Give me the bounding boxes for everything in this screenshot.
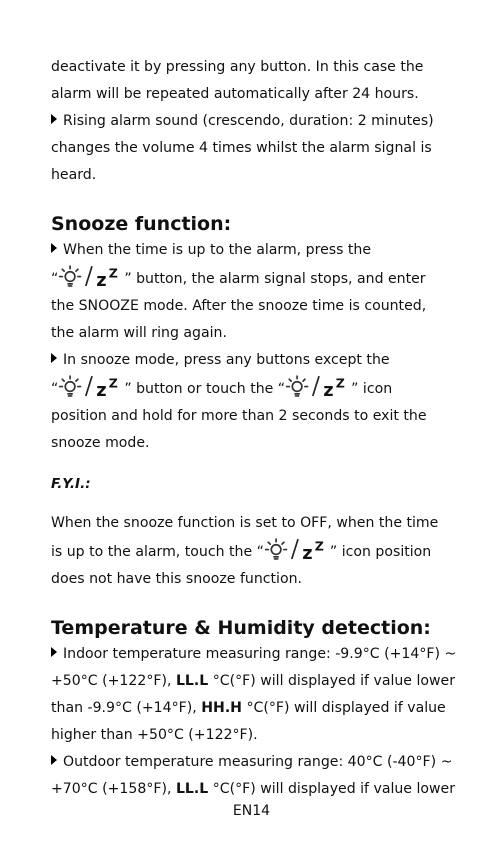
temp-bullet-2: Outdoor temperature measuring range: 40°C (-40°F) ~ — [51, 749, 451, 776]
snooze-bullet-2: In snooze mode, press any buttons except the — [51, 347, 451, 374]
light-snooze-icon — [264, 537, 330, 560]
snooze-b1-line-2: “ ” button, the alarm signal stops, and enter — [51, 264, 451, 293]
bullet-triangle-icon — [51, 647, 57, 657]
snooze-b1-line-3: the SNOOZE mode. After the snooze time is counted, — [51, 298, 427, 314]
bullet-triangle-icon — [51, 114, 57, 124]
snooze-b1-line-4: the alarm will ring again. — [51, 325, 227, 341]
light-snooze-icon — [58, 374, 124, 397]
page-content — [51, 54, 457, 803]
intro-line-5: heard. — [51, 167, 97, 183]
bullet-triangle-icon — [51, 243, 57, 253]
light-snooze-icon — [58, 264, 124, 287]
snooze-b2-line-2: “ ” button or touch the “ ” icon — [51, 374, 451, 403]
temperature-heading: Temperature & Humidity detection: — [51, 617, 431, 639]
bullet-triangle-icon — [51, 353, 57, 363]
intro-line-1: deactivate it by pressing any button. In this case the — [51, 59, 424, 75]
fyi-line-3: does not have this snooze function. — [51, 571, 303, 587]
light-snooze-icon — [285, 374, 351, 397]
temp-b1-line-4: higher than +50°C (+122°F). — [51, 727, 258, 743]
temp-b1-line-3: than -9.9°C (+14°F), HH.H °C(°F) will displayed if value — [51, 700, 446, 716]
snooze-b2-line-4: snooze mode. — [51, 435, 150, 451]
temp-bullet-1: Indoor temperature measuring range: -9.9°C (+14°F) ~ — [51, 641, 451, 668]
snooze-b2-line-3: position and hold for more than 2 seconds to exit the — [51, 408, 427, 424]
fyi-label: F.Y.I.: — [51, 475, 91, 492]
intro-line-2: alarm will be repeated automatically after 24 hours. — [51, 86, 419, 102]
intro-line-4: changes the volume 4 times whilst the alarm signal is — [51, 140, 432, 156]
page-number: EN14 — [232, 803, 271, 819]
intro-bullet: Rising alarm sound (crescendo, duration: 2 minutes) — [51, 108, 451, 135]
temp-b1-line-2: +50°C (+122°F), LL.L °C(°F) will displayed if value lower — [51, 673, 455, 689]
snooze-heading: Snooze function: — [51, 213, 232, 235]
fyi-line-1: When the snooze function is set to OFF, when the time — [51, 515, 439, 531]
bullet-triangle-icon — [51, 755, 57, 765]
temp-b2-line-2: +70°C (+158°F), LL.L °C(°F) will displayed if value lower — [51, 781, 455, 797]
fyi-line-2: is up to the alarm, touch the “ ” icon position — [51, 537, 451, 566]
snooze-bullet-1: When the time is up to the alarm, press the — [51, 237, 451, 264]
